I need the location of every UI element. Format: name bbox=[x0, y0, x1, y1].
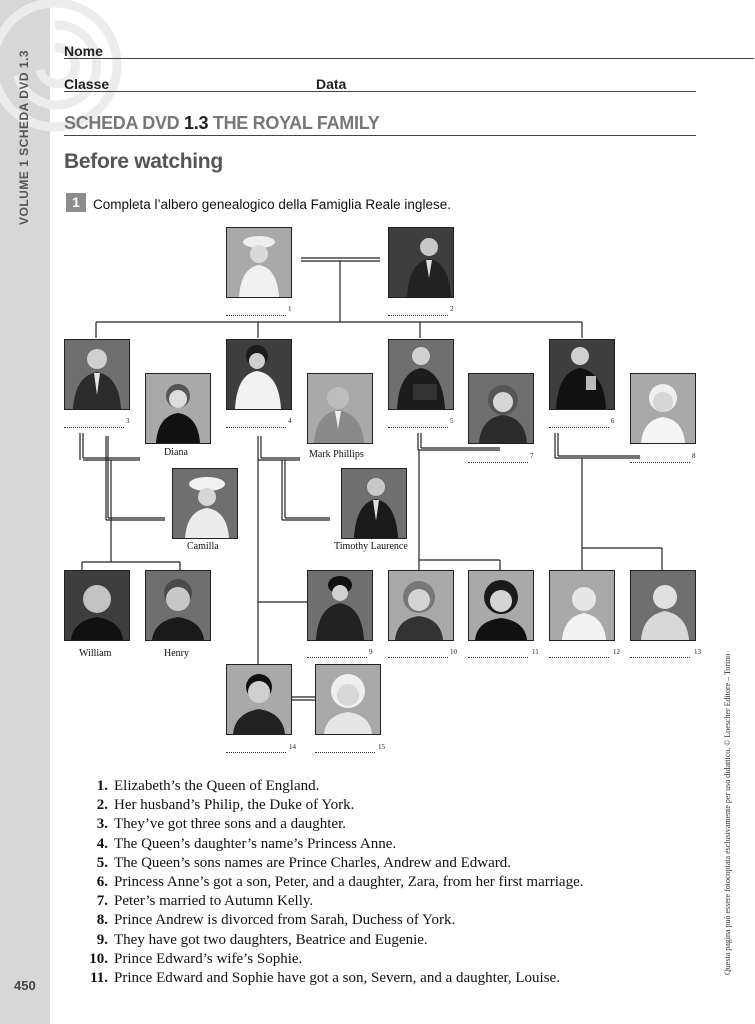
answer-blank[interactable] bbox=[549, 657, 609, 658]
blank-number: 9 bbox=[369, 648, 373, 656]
photo-princess-anne bbox=[226, 339, 292, 410]
sidebar-vertical-label: VOLUME 1 SCHEDA DVD 1.3 bbox=[17, 49, 31, 225]
title-rest: THE ROYAL FAMILY bbox=[208, 113, 380, 133]
title-prefix: SCHEDA DVD bbox=[64, 113, 185, 133]
label-timothy-laurence: Timothy Laurence bbox=[334, 541, 408, 552]
sentence-text: Princess Anne’s got a son, Peter, and a daughter, Zara, from her first marriage. bbox=[114, 873, 584, 890]
answer-blank[interactable] bbox=[468, 462, 528, 463]
sentence-number: 10. bbox=[89, 950, 108, 967]
photo-william bbox=[64, 570, 130, 641]
sentence-number: 2. bbox=[96, 797, 108, 814]
blank-number: 4 bbox=[288, 417, 292, 425]
sentence-number: 7. bbox=[96, 893, 108, 910]
list-item bbox=[80, 950, 583, 969]
answer-blank[interactable] bbox=[64, 427, 124, 428]
copyright-notice: Questa pagina può essere fotocopiata esclusivamente per uso didattico. © Loescher Editore – Torino bbox=[723, 653, 732, 975]
blank-number: 10 bbox=[450, 648, 457, 656]
answer-blank[interactable] bbox=[226, 752, 286, 753]
blank-number: 5 bbox=[450, 417, 454, 425]
answer-blank[interactable] bbox=[226, 315, 286, 316]
label-william: William bbox=[79, 648, 112, 659]
photo-queen-elizabeth bbox=[226, 227, 292, 298]
blank-number: 7 bbox=[530, 452, 534, 460]
label-camilla: Camilla bbox=[187, 541, 219, 552]
section-heading: Before watching bbox=[64, 150, 223, 173]
blank-number: 11 bbox=[532, 648, 539, 656]
photo-louise bbox=[549, 570, 615, 641]
answer-blank[interactable] bbox=[630, 657, 690, 658]
list-item bbox=[80, 873, 583, 892]
sentence-number: 11. bbox=[90, 969, 108, 986]
sentence-number: 4. bbox=[96, 835, 108, 852]
blank-number: 8 bbox=[692, 452, 696, 460]
exercise-number-badge: 1 bbox=[66, 193, 86, 212]
list-item bbox=[80, 835, 583, 854]
sentence-text: The Queen’s daughter’s name’s Princess Anne. bbox=[114, 835, 397, 852]
photo-peter bbox=[226, 664, 292, 735]
answer-blank[interactable] bbox=[388, 657, 448, 658]
photo-zara bbox=[307, 570, 373, 641]
list-item bbox=[80, 854, 583, 873]
answer-blank[interactable] bbox=[307, 657, 367, 658]
sentence-text: Prince Edward and Sophie have got a son, Severn, and a daughter, Louise. bbox=[114, 969, 560, 986]
list-item bbox=[80, 796, 583, 815]
blank-number: 14 bbox=[289, 743, 296, 751]
photo-sophie bbox=[630, 373, 696, 444]
answer-blank[interactable] bbox=[388, 427, 448, 428]
date-field-label: Data bbox=[316, 76, 347, 92]
title-number: 1.3 bbox=[184, 113, 209, 133]
sentence-number: 9. bbox=[96, 931, 108, 948]
photo-prince-charles bbox=[64, 339, 130, 410]
photo-timothy-laurence bbox=[341, 468, 407, 539]
photo-henry bbox=[145, 570, 211, 641]
photo-diana bbox=[145, 373, 211, 444]
sentence-text: They have got two daughters, Beatrice and Eugenie. bbox=[114, 931, 428, 948]
blank-number: 15 bbox=[378, 743, 385, 751]
sentence-text: The Queen’s sons names are Prince Charles, Andrew and Edward. bbox=[114, 854, 511, 871]
blank-number: 13 bbox=[694, 648, 701, 656]
list-item bbox=[80, 969, 583, 988]
sentence-text: They’ve got three sons and a daughter. bbox=[114, 816, 347, 833]
answer-blank[interactable] bbox=[549, 427, 609, 428]
answer-blank[interactable] bbox=[468, 657, 528, 658]
answer-blank[interactable] bbox=[388, 315, 448, 316]
exercise-instruction: Completa l’albero genealogico della Famiglia Reale inglese. bbox=[93, 197, 451, 212]
blank-number: 3 bbox=[126, 417, 130, 425]
sentence-text: Prince Andrew is divorced from Sarah, Duchess of York. bbox=[114, 912, 456, 929]
list-item bbox=[80, 777, 583, 796]
class-field-label: Classe bbox=[64, 76, 110, 92]
label-mark-phillips: Mark Phillips bbox=[309, 449, 364, 460]
list-item bbox=[80, 815, 583, 834]
name-field-label: Nome bbox=[64, 43, 103, 59]
sentence-text: Prince Edward’s wife’s Sophie. bbox=[114, 950, 303, 967]
answer-blank[interactable] bbox=[315, 752, 375, 753]
sentence-number: 1. bbox=[96, 778, 108, 794]
blank-number: 2 bbox=[450, 305, 454, 313]
answer-blank[interactable] bbox=[226, 427, 286, 428]
sentence-list bbox=[80, 777, 583, 988]
label-diana: Diana bbox=[164, 447, 188, 458]
sentence-text: Peter’s married to Autumn Kelly. bbox=[114, 893, 314, 910]
blank-number: 1 bbox=[288, 305, 292, 313]
photo-beatrice bbox=[388, 570, 454, 641]
sentence-number: 3. bbox=[96, 816, 108, 833]
sentence-number: 6. bbox=[96, 873, 108, 890]
photo-autumn-kelly bbox=[315, 664, 381, 735]
sentence-text: Elizabeth’s the Queen of England. bbox=[114, 778, 320, 794]
sentence-number: 8. bbox=[96, 912, 108, 929]
label-henry: Henry bbox=[164, 648, 189, 659]
photo-prince-edward bbox=[549, 339, 615, 410]
list-item bbox=[80, 911, 583, 930]
sentence-number: 5. bbox=[96, 854, 108, 871]
list-item bbox=[80, 931, 583, 950]
answer-blank[interactable] bbox=[630, 462, 690, 463]
photo-prince-andrew bbox=[388, 339, 454, 410]
photo-camilla bbox=[172, 468, 238, 539]
page-number: 450 bbox=[14, 978, 36, 993]
sentence-text: Her husband’s Philip, the Duke of York. bbox=[114, 797, 355, 814]
photo-sarah-ferguson bbox=[468, 373, 534, 444]
photo-eugenie bbox=[468, 570, 534, 641]
blank-number: 12 bbox=[613, 648, 620, 656]
photo-severn bbox=[630, 570, 696, 641]
list-item bbox=[80, 892, 583, 911]
photo-prince-philip bbox=[388, 227, 454, 298]
photo-mark-phillips bbox=[307, 373, 373, 444]
blank-number: 6 bbox=[611, 417, 615, 425]
